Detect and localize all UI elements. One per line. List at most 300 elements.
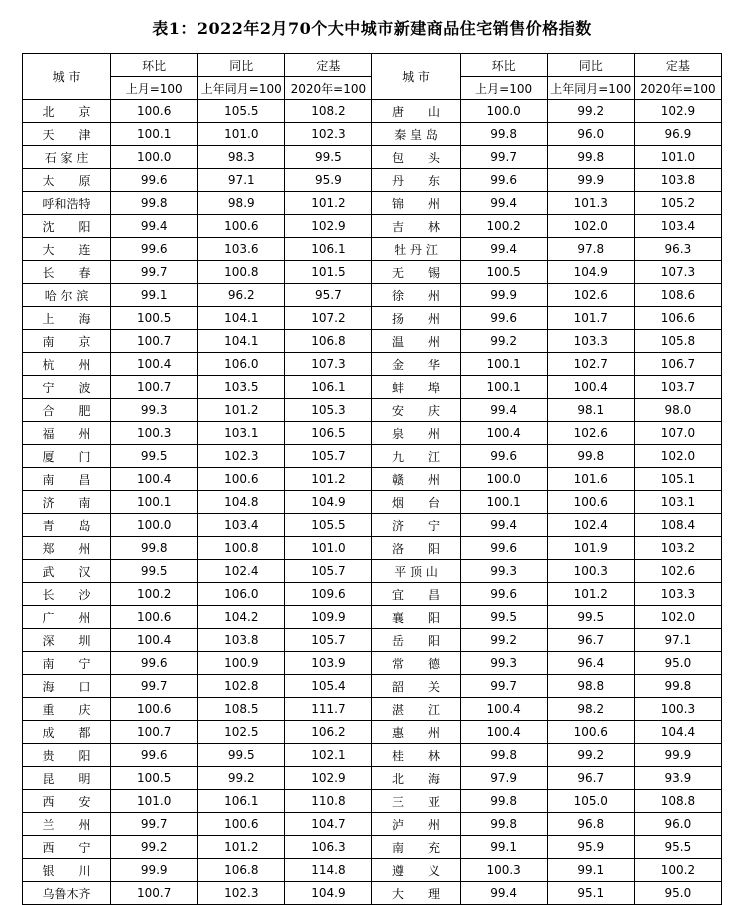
value-yoy-left: 100.8 [198, 261, 285, 284]
value-mom-right: 99.7 [460, 675, 547, 698]
table-row [23, 813, 722, 836]
value-base-right: 101.0 [634, 146, 721, 169]
value-mom-left: 99.6 [111, 169, 198, 192]
value-base-right: 104.4 [634, 721, 721, 744]
value-yoy-right: 100.3 [547, 560, 634, 583]
value-yoy-right: 103.3 [547, 330, 634, 353]
table-row [23, 744, 722, 767]
city-name-left: 郑 州 [23, 537, 111, 560]
value-yoy-left: 108.5 [198, 698, 285, 721]
city-name-right: 金 华 [372, 353, 460, 376]
table-row [23, 675, 722, 698]
value-base-right: 99.9 [634, 744, 721, 767]
header-sub-yoy-right: 上年同月=100 [547, 77, 634, 100]
value-mom-left: 99.7 [111, 813, 198, 836]
value-base-right: 106.7 [634, 353, 721, 376]
table-row [23, 468, 722, 491]
value-mom-left: 100.4 [111, 353, 198, 376]
table-row [23, 399, 722, 422]
value-base-right: 93.9 [634, 767, 721, 790]
value-yoy-left: 106.1 [198, 790, 285, 813]
table-row [23, 169, 722, 192]
city-name-left: 天 津 [23, 123, 111, 146]
value-yoy-right: 99.5 [547, 606, 634, 629]
value-mom-right: 99.3 [460, 560, 547, 583]
value-yoy-right: 95.9 [547, 836, 634, 859]
value-mom-left: 100.2 [111, 583, 198, 606]
city-name-right: 遵 义 [372, 859, 460, 882]
value-base-right: 102.6 [634, 560, 721, 583]
city-name-right: 南 充 [372, 836, 460, 859]
value-yoy-right: 98.2 [547, 698, 634, 721]
value-base-right: 95.5 [634, 836, 721, 859]
value-mom-left: 101.0 [111, 790, 198, 813]
city-name-right: 常 德 [372, 652, 460, 675]
city-name-left: 福 州 [23, 422, 111, 445]
value-base-left: 99.5 [285, 146, 372, 169]
city-name-right: 济 宁 [372, 514, 460, 537]
value-base-left: 104.7 [285, 813, 372, 836]
city-name-left: 石 家 庄 [23, 146, 111, 169]
table-row [23, 376, 722, 399]
value-yoy-right: 99.9 [547, 169, 634, 192]
city-name-left: 长 春 [23, 261, 111, 284]
value-mom-left: 99.4 [111, 215, 198, 238]
value-mom-left: 100.6 [111, 606, 198, 629]
value-yoy-right: 99.2 [547, 744, 634, 767]
value-mom-right: 100.4 [460, 422, 547, 445]
value-base-left: 105.7 [285, 445, 372, 468]
value-base-left: 108.2 [285, 100, 372, 123]
value-mom-left: 99.3 [111, 399, 198, 422]
value-base-right: 96.9 [634, 123, 721, 146]
value-yoy-right: 100.6 [547, 491, 634, 514]
value-base-right: 108.8 [634, 790, 721, 813]
value-yoy-right: 99.8 [547, 445, 634, 468]
value-yoy-left: 104.1 [198, 330, 285, 353]
city-name-left: 北 京 [23, 100, 111, 123]
value-mom-left: 99.9 [111, 859, 198, 882]
value-yoy-right: 99.2 [547, 100, 634, 123]
value-yoy-right: 96.4 [547, 652, 634, 675]
value-base-left: 103.9 [285, 652, 372, 675]
value-mom-left: 99.8 [111, 537, 198, 560]
value-mom-left: 100.6 [111, 698, 198, 721]
value-yoy-right: 98.8 [547, 675, 634, 698]
value-base-left: 101.5 [285, 261, 372, 284]
value-base-left: 105.4 [285, 675, 372, 698]
city-name-left: 成 都 [23, 721, 111, 744]
value-mom-left: 100.7 [111, 330, 198, 353]
value-mom-right: 99.5 [460, 606, 547, 629]
value-yoy-left: 102.3 [198, 882, 285, 905]
city-name-right: 无 锡 [372, 261, 460, 284]
table-row [23, 652, 722, 675]
value-mom-right: 99.2 [460, 629, 547, 652]
value-base-left: 104.9 [285, 882, 372, 905]
value-mom-left: 99.6 [111, 238, 198, 261]
value-yoy-right: 102.6 [547, 284, 634, 307]
header-city-right: 城 市 [372, 54, 460, 100]
value-mom-left: 100.5 [111, 767, 198, 790]
value-mom-left: 100.3 [111, 422, 198, 445]
value-yoy-left: 99.5 [198, 744, 285, 767]
city-name-right: 赣 州 [372, 468, 460, 491]
city-name-right: 锦 州 [372, 192, 460, 215]
city-name-right: 唐 山 [372, 100, 460, 123]
value-mom-left: 99.2 [111, 836, 198, 859]
value-mom-right: 99.8 [460, 790, 547, 813]
value-yoy-left: 102.5 [198, 721, 285, 744]
value-base-right: 108.4 [634, 514, 721, 537]
value-yoy-right: 101.9 [547, 537, 634, 560]
value-mom-left: 99.8 [111, 192, 198, 215]
table-row [23, 698, 722, 721]
value-base-left: 102.3 [285, 123, 372, 146]
value-mom-left: 100.0 [111, 146, 198, 169]
value-base-left: 106.1 [285, 238, 372, 261]
value-yoy-right: 96.8 [547, 813, 634, 836]
value-base-right: 103.3 [634, 583, 721, 606]
value-mom-left: 100.5 [111, 307, 198, 330]
table-row [23, 307, 722, 330]
value-mom-right: 99.6 [460, 537, 547, 560]
header-col-mom-left: 环比 [111, 54, 198, 77]
city-name-left: 济 南 [23, 491, 111, 514]
value-base-right: 106.6 [634, 307, 721, 330]
value-base-left: 105.7 [285, 560, 372, 583]
value-base-right: 107.0 [634, 422, 721, 445]
value-base-left: 110.8 [285, 790, 372, 813]
city-name-right: 桂 林 [372, 744, 460, 767]
value-base-right: 102.0 [634, 445, 721, 468]
header-col-base-left: 定基 [285, 54, 372, 77]
value-yoy-right: 96.0 [547, 123, 634, 146]
value-yoy-left: 98.3 [198, 146, 285, 169]
value-base-right: 98.0 [634, 399, 721, 422]
value-mom-right: 100.5 [460, 261, 547, 284]
value-base-left: 105.3 [285, 399, 372, 422]
value-yoy-right: 101.2 [547, 583, 634, 606]
table-header-row-top [23, 54, 722, 77]
city-name-left: 宁 波 [23, 376, 111, 399]
city-name-right: 三 亚 [372, 790, 460, 813]
city-name-right: 岳 阳 [372, 629, 460, 652]
value-yoy-left: 99.2 [198, 767, 285, 790]
value-mom-right: 99.8 [460, 123, 547, 146]
value-mom-right: 100.1 [460, 376, 547, 399]
value-base-left: 95.9 [285, 169, 372, 192]
table-row [23, 721, 722, 744]
value-base-left: 95.7 [285, 284, 372, 307]
value-yoy-right: 95.1 [547, 882, 634, 905]
table-row [23, 422, 722, 445]
value-mom-right: 100.0 [460, 100, 547, 123]
value-yoy-right: 102.0 [547, 215, 634, 238]
city-name-right: 九 江 [372, 445, 460, 468]
city-name-left: 大 连 [23, 238, 111, 261]
value-yoy-left: 101.2 [198, 399, 285, 422]
city-name-right: 吉 林 [372, 215, 460, 238]
table-row [23, 146, 722, 169]
header-city-left: 城 市 [23, 54, 111, 100]
value-yoy-right: 102.7 [547, 353, 634, 376]
value-mom-right: 99.4 [460, 238, 547, 261]
value-yoy-left: 103.5 [198, 376, 285, 399]
value-mom-left: 100.4 [111, 468, 198, 491]
city-name-left: 贵 阳 [23, 744, 111, 767]
value-base-left: 106.5 [285, 422, 372, 445]
table-row [23, 330, 722, 353]
value-base-right: 96.0 [634, 813, 721, 836]
value-yoy-right: 100.4 [547, 376, 634, 399]
value-base-right: 95.0 [634, 652, 721, 675]
table-row [23, 836, 722, 859]
value-base-right: 107.3 [634, 261, 721, 284]
value-yoy-left: 106.0 [198, 353, 285, 376]
city-name-right: 徐 州 [372, 284, 460, 307]
value-mom-left: 100.0 [111, 514, 198, 537]
value-yoy-right: 96.7 [547, 629, 634, 652]
value-base-left: 107.3 [285, 353, 372, 376]
value-yoy-right: 99.8 [547, 146, 634, 169]
value-yoy-left: 102.3 [198, 445, 285, 468]
value-mom-right: 100.2 [460, 215, 547, 238]
table-row [23, 790, 722, 813]
city-name-left: 广 州 [23, 606, 111, 629]
value-mom-right: 99.2 [460, 330, 547, 353]
city-name-left: 兰 州 [23, 813, 111, 836]
header-col-yoy-right: 同比 [547, 54, 634, 77]
city-name-left: 哈 尔 滨 [23, 284, 111, 307]
city-name-right: 襄 阳 [372, 606, 460, 629]
value-yoy-left: 105.5 [198, 100, 285, 123]
table-row [23, 238, 722, 261]
value-base-right: 100.3 [634, 698, 721, 721]
table-row [23, 192, 722, 215]
value-mom-right: 99.7 [460, 146, 547, 169]
header-col-mom-right: 环比 [460, 54, 547, 77]
value-mom-left: 99.7 [111, 675, 198, 698]
header-sub-yoy-left: 上年同月=100 [198, 77, 285, 100]
city-name-right: 湛 江 [372, 698, 460, 721]
header-col-yoy-left: 同比 [198, 54, 285, 77]
value-mom-right: 99.3 [460, 652, 547, 675]
value-base-left: 102.9 [285, 767, 372, 790]
value-yoy-left: 104.2 [198, 606, 285, 629]
value-yoy-right: 102.4 [547, 514, 634, 537]
city-name-left: 沈 阳 [23, 215, 111, 238]
value-yoy-right: 96.7 [547, 767, 634, 790]
city-name-right: 秦 皇 岛 [372, 123, 460, 146]
city-name-left: 上 海 [23, 307, 111, 330]
value-yoy-left: 104.8 [198, 491, 285, 514]
value-mom-right: 99.6 [460, 169, 547, 192]
city-name-left: 西 宁 [23, 836, 111, 859]
city-name-left: 南 昌 [23, 468, 111, 491]
price-index-table [22, 53, 722, 905]
value-base-right: 102.9 [634, 100, 721, 123]
value-mom-right: 99.9 [460, 284, 547, 307]
value-mom-right: 99.8 [460, 813, 547, 836]
table-row [23, 445, 722, 468]
value-base-right: 103.8 [634, 169, 721, 192]
value-mom-left: 100.6 [111, 100, 198, 123]
value-base-right: 105.1 [634, 468, 721, 491]
table-row [23, 560, 722, 583]
city-name-left: 重 庆 [23, 698, 111, 721]
table-row [23, 606, 722, 629]
city-name-left: 青 岛 [23, 514, 111, 537]
value-mom-left: 100.7 [111, 721, 198, 744]
value-yoy-left: 102.4 [198, 560, 285, 583]
city-name-right: 包 头 [372, 146, 460, 169]
city-name-right: 平 顶 山 [372, 560, 460, 583]
table-row [23, 261, 722, 284]
value-yoy-left: 101.2 [198, 836, 285, 859]
value-mom-right: 100.3 [460, 859, 547, 882]
city-name-right: 洛 阳 [372, 537, 460, 560]
value-mom-right: 99.1 [460, 836, 547, 859]
table-row [23, 100, 722, 123]
value-yoy-right: 97.8 [547, 238, 634, 261]
value-base-right: 99.8 [634, 675, 721, 698]
value-mom-left: 99.1 [111, 284, 198, 307]
header-sub-base-right: 2020年=100 [634, 77, 721, 100]
value-base-left: 106.8 [285, 330, 372, 353]
value-base-left: 106.1 [285, 376, 372, 399]
value-yoy-right: 101.7 [547, 307, 634, 330]
table-row [23, 583, 722, 606]
value-yoy-left: 100.6 [198, 468, 285, 491]
city-name-left: 昆 明 [23, 767, 111, 790]
value-yoy-left: 100.6 [198, 215, 285, 238]
value-yoy-right: 104.9 [547, 261, 634, 284]
value-base-right: 103.2 [634, 537, 721, 560]
table-row [23, 215, 722, 238]
value-mom-left: 100.1 [111, 491, 198, 514]
value-mom-right: 100.4 [460, 721, 547, 744]
value-mom-left: 100.7 [111, 882, 198, 905]
value-yoy-left: 106.0 [198, 583, 285, 606]
table-row [23, 882, 722, 905]
value-yoy-left: 100.8 [198, 537, 285, 560]
value-mom-right: 99.6 [460, 307, 547, 330]
value-yoy-right: 105.0 [547, 790, 634, 813]
value-yoy-left: 100.6 [198, 813, 285, 836]
page-title: 表1：2022年2月70个大中城市新建商品住宅销售价格指数 [152, 19, 592, 38]
value-base-right: 96.3 [634, 238, 721, 261]
city-name-left: 厦 门 [23, 445, 111, 468]
city-name-left: 呼和浩特 [23, 192, 111, 215]
city-name-left: 海 口 [23, 675, 111, 698]
city-name-left: 南 宁 [23, 652, 111, 675]
city-name-right: 牡 丹 江 [372, 238, 460, 261]
value-yoy-left: 102.8 [198, 675, 285, 698]
value-yoy-left: 103.1 [198, 422, 285, 445]
city-name-right: 惠 州 [372, 721, 460, 744]
value-mom-right: 99.6 [460, 583, 547, 606]
value-yoy-right: 98.1 [547, 399, 634, 422]
city-name-right: 泉 州 [372, 422, 460, 445]
value-mom-left: 99.5 [111, 445, 198, 468]
value-yoy-left: 103.8 [198, 629, 285, 652]
value-yoy-left: 97.1 [198, 169, 285, 192]
value-base-left: 106.3 [285, 836, 372, 859]
value-mom-left: 100.7 [111, 376, 198, 399]
value-yoy-left: 98.9 [198, 192, 285, 215]
value-base-left: 102.1 [285, 744, 372, 767]
value-base-left: 107.2 [285, 307, 372, 330]
value-base-right: 95.0 [634, 882, 721, 905]
city-name-left: 太 原 [23, 169, 111, 192]
value-base-right: 97.1 [634, 629, 721, 652]
value-mom-left: 99.6 [111, 652, 198, 675]
city-name-right: 韶 关 [372, 675, 460, 698]
value-yoy-right: 101.3 [547, 192, 634, 215]
city-name-right: 丹 东 [372, 169, 460, 192]
city-name-left: 西 安 [23, 790, 111, 813]
value-base-right: 103.7 [634, 376, 721, 399]
city-name-left: 长 沙 [23, 583, 111, 606]
value-base-left: 109.6 [285, 583, 372, 606]
city-name-left: 乌鲁木齐 [23, 882, 111, 905]
city-name-left: 杭 州 [23, 353, 111, 376]
value-mom-left: 99.5 [111, 560, 198, 583]
table-row [23, 284, 722, 307]
value-yoy-right: 102.6 [547, 422, 634, 445]
value-yoy-left: 104.1 [198, 307, 285, 330]
value-mom-right: 97.9 [460, 767, 547, 790]
city-name-right: 北 海 [372, 767, 460, 790]
table-row [23, 491, 722, 514]
value-base-right: 100.2 [634, 859, 721, 882]
value-mom-right: 100.4 [460, 698, 547, 721]
value-yoy-left: 103.6 [198, 238, 285, 261]
value-yoy-left: 106.8 [198, 859, 285, 882]
value-mom-right: 99.6 [460, 445, 547, 468]
header-sub-mom-left: 上月=100 [111, 77, 198, 100]
value-base-left: 101.2 [285, 192, 372, 215]
table-row [23, 859, 722, 882]
header-sub-base-left: 2020年=100 [285, 77, 372, 100]
value-mom-right: 99.4 [460, 514, 547, 537]
value-mom-right: 100.1 [460, 353, 547, 376]
value-base-right: 105.8 [634, 330, 721, 353]
value-mom-right: 99.4 [460, 882, 547, 905]
value-yoy-right: 100.6 [547, 721, 634, 744]
value-base-left: 114.8 [285, 859, 372, 882]
table-row [23, 514, 722, 537]
value-base-left: 106.2 [285, 721, 372, 744]
value-mom-right: 100.0 [460, 468, 547, 491]
city-name-right: 安 庆 [372, 399, 460, 422]
city-name-left: 银 川 [23, 859, 111, 882]
city-name-right: 烟 台 [372, 491, 460, 514]
table-row [23, 767, 722, 790]
value-yoy-right: 99.1 [547, 859, 634, 882]
value-base-left: 104.9 [285, 491, 372, 514]
value-mom-left: 99.6 [111, 744, 198, 767]
value-yoy-right: 101.6 [547, 468, 634, 491]
value-base-left: 102.9 [285, 215, 372, 238]
value-mom-left: 100.4 [111, 629, 198, 652]
value-base-right: 108.6 [634, 284, 721, 307]
table-row [23, 123, 722, 146]
city-name-right: 扬 州 [372, 307, 460, 330]
header-sub-mom-right: 上月=100 [460, 77, 547, 100]
city-name-right: 温 州 [372, 330, 460, 353]
